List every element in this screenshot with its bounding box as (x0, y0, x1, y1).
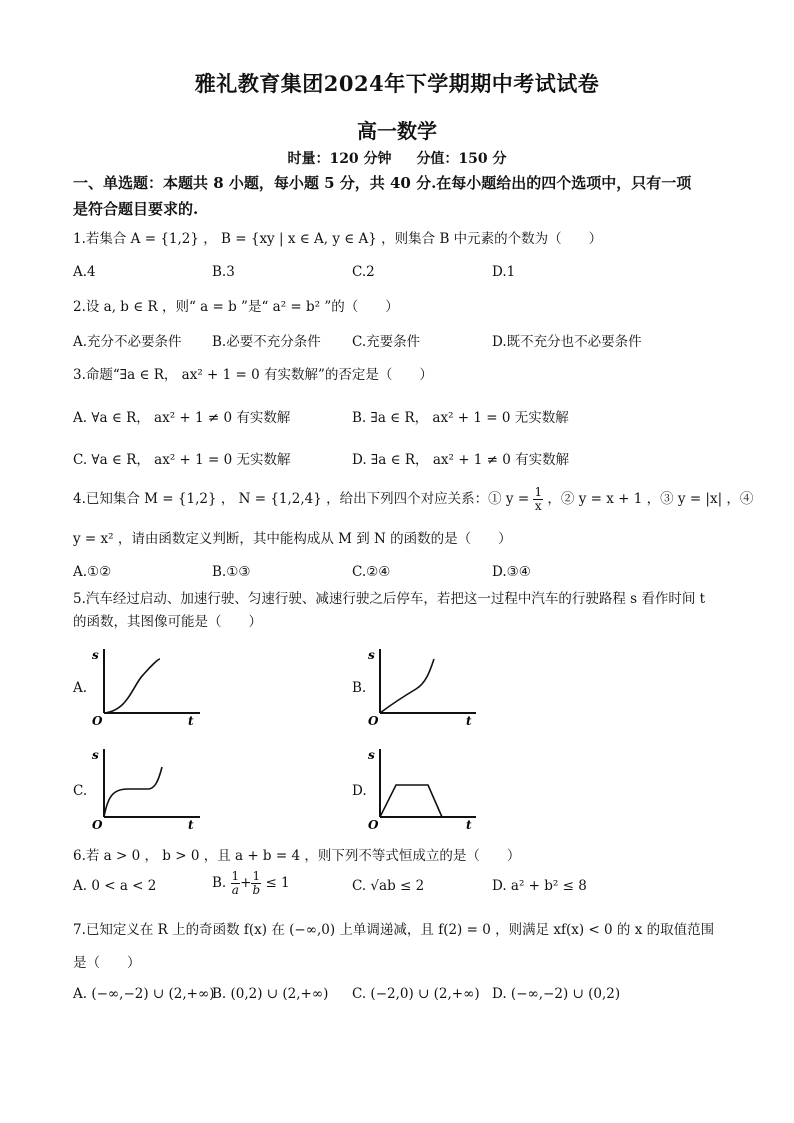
q6-option-b-suffix: ≤ 1 (265, 875, 290, 891)
section-line-1: 一、单选题：本题共 8 小题，每小题 5 分，共 40 分.在每小题给出的四个选项中，只有一项 (73, 174, 692, 192)
q1-option-a: A.4 (73, 264, 96, 280)
q5-graph-d-t: t (466, 818, 472, 831)
q2-stem: 2.设 a, b ∈ R ，则“ a = b ”是“ a² = b² ”的（ ） (73, 299, 399, 315)
section-heading (73, 170, 733, 222)
q6-stem: 6.若 a > 0 ， b > 0 ，且 a + b = 4 ，则下列不等式恒成立的是（ ） (73, 848, 521, 864)
q7-option-a: A. (−∞,−2) ∪ (2,+∞) (73, 986, 215, 1002)
q2-option-d: D.既不充分也不必要条件 (492, 334, 642, 350)
q1-option-c: C.2 (352, 264, 375, 280)
q5-graph-b (366, 645, 486, 727)
q7-option-d: D. (−∞,−2) ∪ (0,2) (492, 986, 621, 1002)
q4-option-a: A.①② (73, 564, 112, 580)
q5-graph-d-s: s (368, 748, 375, 762)
q5-graph-d-o: O (368, 818, 379, 831)
q5-graph-a-o: O (92, 714, 103, 727)
q5-stem-line-1: 5.汽车经过启动、加速行驶、匀速行驶、减速行驶之后停车，若把这一过程中汽车的行驶路程 s 看作时间 t (73, 591, 706, 607)
exam-meta (0, 148, 794, 168)
q5-graph-c-s: s (92, 748, 99, 762)
q7-stem-line-2: 是（ ） (73, 955, 141, 971)
q6-option-a: A. 0 < a < 2 (73, 878, 157, 894)
q7-option-c: C. (−2,0) ∪ (2,+∞) (352, 986, 480, 1002)
q5-graph-b-o: O (368, 714, 379, 727)
q4-stem-line-1 (73, 485, 754, 513)
q5-graph-a-t: t (188, 714, 194, 727)
q4-fraction (533, 486, 543, 513)
q5-graph-a-s: s (92, 648, 99, 662)
q4-stem-line-2: y = x² ，请由函数定义判断，其中能构成从 M 到 N 的函数的是（ ） (73, 531, 512, 547)
q1-option-d: D.1 (492, 264, 516, 280)
q1-stem: 1.若集合 A = {1,2} ， B = {xy | x ∈ A, y ∈ A} ，则集合 B 中元素的个数为（ ） (73, 231, 603, 247)
section-line-2: 是符合题目要求的. (73, 200, 199, 218)
q3-stem: 3.命题“∃a ∈ R， ax² + 1 = 0 有实数解”的否定是（ ） (73, 367, 433, 383)
q5-label-b: B. (352, 680, 367, 696)
q2-option-b: B.必要不充分条件 (212, 334, 321, 350)
q5-graph-c-o: O (92, 818, 103, 831)
q4-stem-part-2: ，② y = x + 1 ，③ y = |x| ，④ (547, 491, 754, 507)
q4-option-c: C.②④ (352, 564, 391, 580)
q6-option-b: B. $\frac{1}{a}$ + $\frac{1}{b}$ ≤ 1 (212, 869, 290, 897)
q2-option-c: C.充要条件 (352, 334, 421, 350)
q7-option-b: B. (0,2) ∪ (2,+∞) (212, 986, 329, 1002)
q6-option-b-prefix: B. (212, 875, 227, 891)
q3-option-c: C. ∀a ∈ R， ax² + 1 = 0 无实数解 (73, 452, 291, 468)
q4-fraction-numerator: 1 (534, 485, 543, 499)
q4-stem-part-1: 4.已知集合 M = {1,2} ， N = {1,2,4} ，给出下列四个对应关系：① y = (73, 491, 530, 507)
q4-option-d: D.③④ (492, 564, 531, 580)
q3-option-b: B. ∃a ∈ R， ax² + 1 = 0 无实数解 (352, 410, 569, 426)
exam-score: 分值：150 分 (416, 151, 507, 167)
q7-stem-line-1: 7.已知定义在 R 上的奇函数 f(x) 在 (−∞,0) 上单调递减，且 f(2) = 0 ，则满足 xf(x) < 0 的 x 的取值范围 (73, 922, 715, 938)
q6-frac-1: $\frac{1}{a}$ (231, 869, 240, 897)
q3-option-d: D. ∃a ∈ R， ax² + 1 ≠ 0 有实数解 (352, 452, 570, 468)
q6-option-c: C. √ab ≤ 2 (352, 878, 425, 894)
q5-graph-a (88, 645, 208, 727)
q5-label-a: A. (73, 680, 88, 696)
exam-subject: 高一数学 (357, 119, 437, 143)
q5-stem-line-2: 的函数，其图像可能是（ ） (73, 614, 262, 630)
q3-option-a: A. ∀a ∈ R， ax² + 1 ≠ 0 有实数解 (73, 410, 291, 426)
exam-title: 雅礼教育集团2024年下学期期中考试试卷 (194, 71, 600, 96)
q6-frac-2: $\frac{1}{b}$ (252, 869, 261, 897)
q5-label-d: D. (352, 783, 367, 799)
q5-graph-c (88, 745, 208, 831)
exam-time: 时量：120 分钟 (287, 151, 392, 167)
q4-fraction-denominator: x (534, 499, 542, 513)
q5-graph-b-t: t (466, 714, 472, 727)
q6-option-d: D. a² + b² ≤ 8 (492, 878, 587, 894)
q2-option-a: A.充分不必要条件 (73, 334, 182, 350)
q5-graph-b-s: s (368, 648, 375, 662)
q1-option-b: B.3 (212, 264, 235, 280)
q5-label-c: C. (73, 783, 88, 799)
q5-graph-c-t: t (188, 818, 194, 831)
q5-graph-d (366, 745, 486, 831)
q4-option-b: B.①③ (212, 564, 251, 580)
